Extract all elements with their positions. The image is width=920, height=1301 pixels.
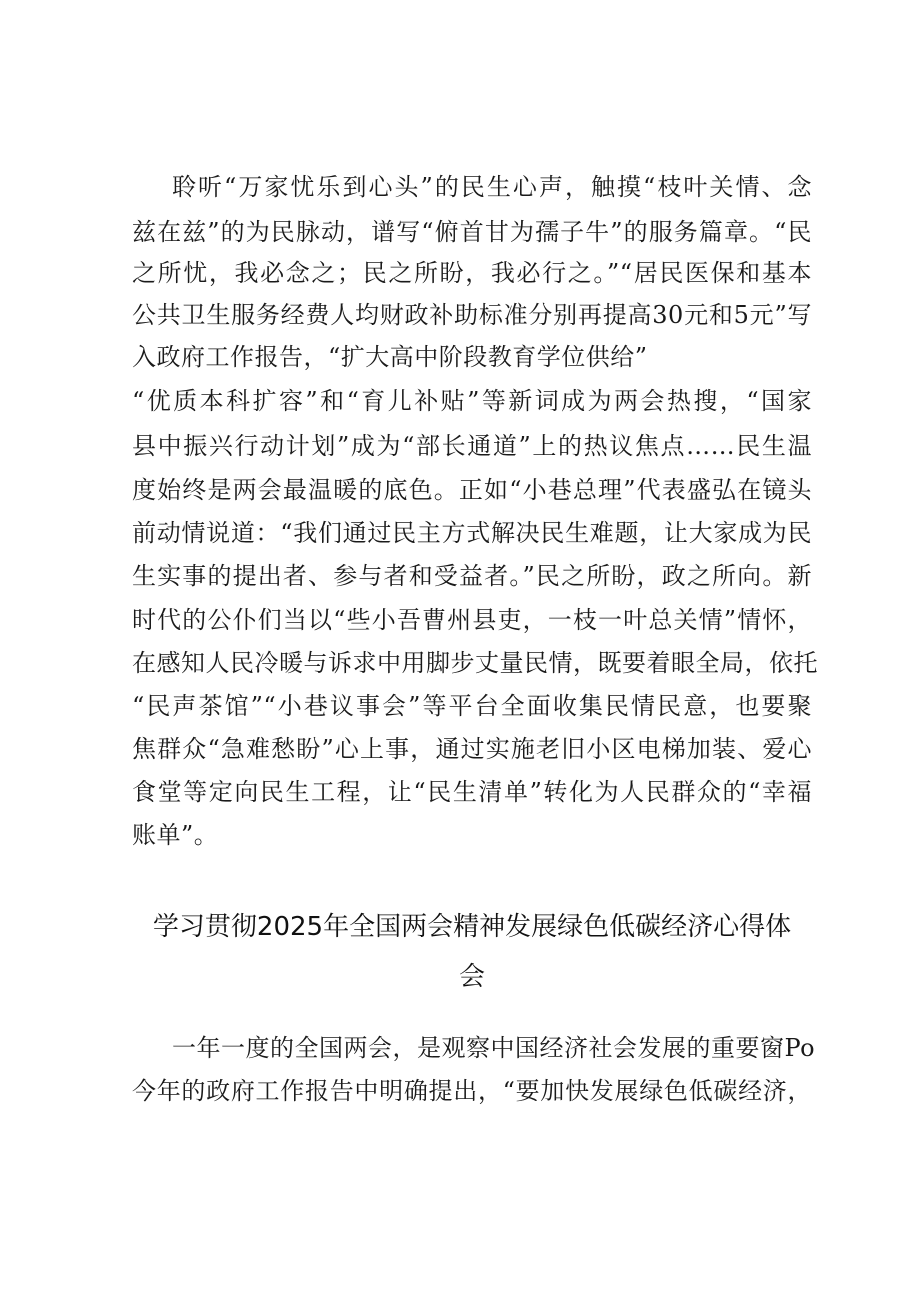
paragraph1-line: 前动情说道：“我们通过民主方式解决民生难题，让大家成为民 <box>132 519 812 547</box>
paragraph1-line: 焦群众“急难愁盼”心上事，通过实施老旧小区电梯加装、爱心 <box>132 735 812 763</box>
paragraph1-line: 时代的公仆们当以“些小吾曹州县吏，一枝一叶总关情”情怀， <box>132 606 812 634</box>
paragraph1-line: 县中振兴行动计划”成为“部长通道”上的热议焦点……民生温 <box>132 432 812 460</box>
paragraph1-line: “优质本科扩容”和“育儿补贴”等新词成为两会热搜，“国家 <box>132 387 812 415</box>
paragraph1-line: 食堂等定向民生工程，让“民生清单”转化为人民群众的“幸福 <box>132 778 812 806</box>
paragraph1-line: “民声茶馆”“小巷议事会”等平台全面收集民情民意，也要聚 <box>132 692 812 720</box>
paragraph2-line: 一年一度的全国两会，是观察中国经济社会发展的重要窗Po <box>172 1034 816 1062</box>
paragraph1-line: 账单”。 <box>132 821 219 849</box>
paragraph1-line: 公共卫生服务经费人均财政补助标准分别再提高30元和5元”写 <box>132 301 812 329</box>
paragraph1-line: 度始终是两会最温暖的底色。正如“小巷总理”代表盛弘在镜头 <box>132 476 812 504</box>
section-heading-continued: 会 <box>458 962 485 992</box>
paragraph1-line: 之所忧，我必念之；民之所盼，我必行之。”“居民医保和基本 <box>132 259 812 287</box>
paragraph1-line: 聆听“万家忧乐到心头”的民生心声，触摸“枝叶关情、念 <box>172 173 812 201</box>
paragraph2-line: 今年的政府工作报告中明确提出，“要加快发展绿色低碳经济， <box>132 1077 812 1105</box>
paragraph1-line: 在感知人民冷暖与诉求中用脚步丈量民情，既要着眼全局，依托 <box>132 649 818 677</box>
paragraph1-line: 生实事的提出者、参与者和受益者。”民之所盼，政之所向。新 <box>132 562 812 590</box>
paragraph1-line: 入政府工作报告，“扩大高中阶段教育学位供给” <box>132 343 648 371</box>
section-heading: 学习贯彻2025年全国两会精神发展绿色低碳经济心得体 <box>152 912 792 942</box>
paragraph1-line: 兹在兹”的为民脉动，谱写“俯首甘为孺子牛”的服务篇章。“民 <box>132 218 812 246</box>
